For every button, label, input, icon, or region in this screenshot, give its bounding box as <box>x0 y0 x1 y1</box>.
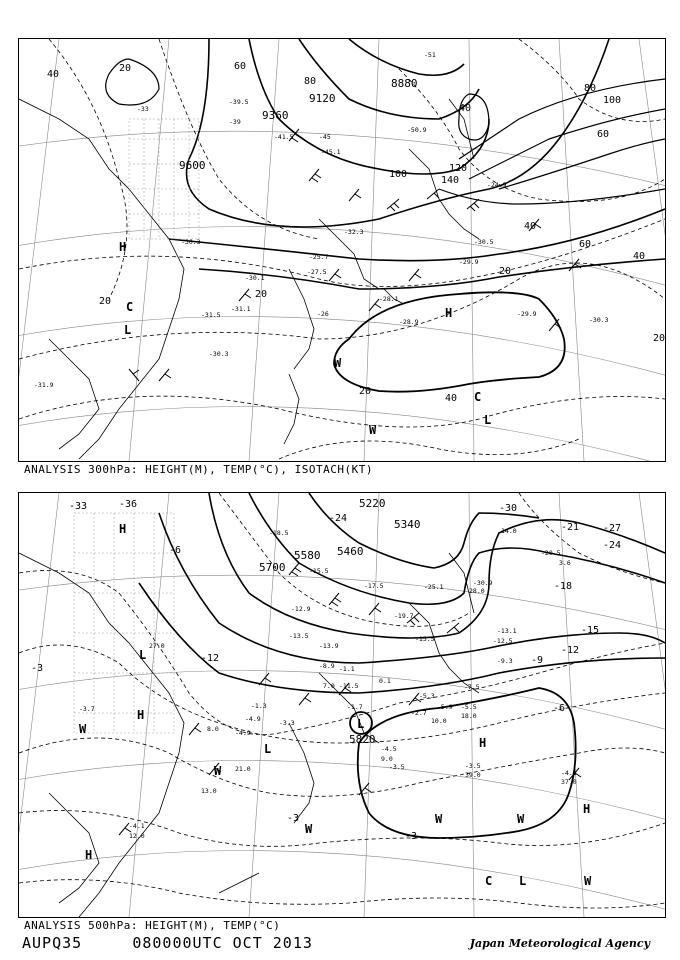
temp-obs: -30.3 <box>209 350 229 358</box>
high-center: H <box>85 848 93 862</box>
high-center: H <box>445 306 453 320</box>
warm-center: W <box>517 812 525 826</box>
wind-barbs <box>119 563 581 835</box>
isotherm-label: -9 <box>531 655 544 666</box>
temp-obs: -45.1 <box>321 148 341 156</box>
hatched-dry-region <box>129 119 199 239</box>
temp-obs: 7.0 <box>323 682 335 690</box>
height-label-9360: 9360 <box>262 109 289 122</box>
temp-obs: -41.5 <box>274 133 294 141</box>
temp-obs: -4.5 <box>381 745 397 753</box>
isotherm-label: -12 <box>561 645 580 656</box>
temp-obs: -3.5 <box>389 763 405 771</box>
temp-obs: -13.9 <box>319 642 339 650</box>
temp-obs: 28.0 <box>469 587 485 595</box>
temp-obs: -1.1 <box>339 665 355 673</box>
height-label-5460: 5460 <box>337 545 364 558</box>
temp-obs: -31.1 <box>231 305 251 313</box>
isotach-label: 20 <box>499 266 512 277</box>
temp-obs: 0.1 <box>379 677 391 685</box>
isotach-label: 100 <box>603 95 622 106</box>
low-center: L <box>519 874 527 888</box>
temp-obs: -12.5 <box>493 637 513 645</box>
high-center: H <box>479 736 487 750</box>
temp-obs: -13.1 <box>497 627 517 635</box>
isotach-label: 80 <box>584 83 597 94</box>
temp-obs: -5.3 <box>419 692 435 700</box>
temp-obs: -18.5 <box>269 529 289 537</box>
isotach-label: 20 <box>359 386 372 397</box>
isotach-label: 20 <box>119 63 132 74</box>
temp-obs: -3.7 <box>79 705 95 713</box>
temperature-observations <box>79 527 580 840</box>
map-panel-500hpa <box>18 492 666 918</box>
panel-300hpa-caption: ANALYSIS 300hPa: HEIGHT(M), TEMP(°C), ISOTACH(KT) <box>24 463 374 476</box>
temp-obs: -19.7 <box>394 612 414 620</box>
temp-obs: -26 <box>317 310 329 318</box>
temp-obs: -31.5 <box>201 311 221 319</box>
isotach-label: 60 <box>234 61 247 72</box>
high-center: H <box>119 240 127 254</box>
isotherm-label: -3 <box>31 663 44 674</box>
temp-obs: 18.0 <box>461 712 477 720</box>
temp-obs: -13.5 <box>289 632 309 640</box>
temp-obs: -5.5 <box>461 703 477 711</box>
height-label-5580: 5580 <box>294 549 321 562</box>
temp-obs: -5.9 <box>437 703 453 711</box>
temp-obs: -4.1 <box>561 769 577 777</box>
temp-obs: -32.3 <box>344 228 364 236</box>
temp-obs: -25.1 <box>424 583 444 591</box>
height-label-5220: 5220 <box>359 497 386 510</box>
chart-code: AUPQ35 <box>22 934 83 952</box>
pressure-centers <box>119 240 491 437</box>
isotach-label: 140 <box>441 175 460 186</box>
temp-obs: -24.9 <box>487 181 507 189</box>
cold-center: C <box>474 390 482 404</box>
valid-time: 080000UTC OCT 2013 <box>132 934 313 952</box>
temp-obs: -3.5 <box>465 762 481 770</box>
map-300hpa-svg <box>19 39 665 461</box>
isotach-label: 20 <box>653 333 665 344</box>
temp-obs: -7.5 <box>464 683 480 691</box>
warm-center: W <box>435 812 443 826</box>
temp-obs: -30.1 <box>245 274 265 282</box>
isotherm-label: -18 <box>554 581 573 592</box>
temp-obs: -27.5 <box>307 268 327 276</box>
temp-obs: -20.5 <box>541 549 561 557</box>
isotherm-label: -21 <box>561 522 580 533</box>
temp-obs: -9.3 <box>497 657 513 665</box>
temp-obs: -25.7 <box>309 253 329 261</box>
temp-obs: -4.1 <box>129 822 145 830</box>
warm-center: W <box>334 356 342 370</box>
low-center: L <box>357 717 365 731</box>
cold-center: C <box>485 874 493 888</box>
warm-center: W <box>369 423 377 437</box>
high-center: H <box>137 708 145 722</box>
isotherm-label: -24 <box>329 513 348 524</box>
temp-obs: -28.1 <box>379 295 399 303</box>
height-label-9600: 9600 <box>179 159 206 172</box>
temp-obs: -4.9 <box>245 715 261 723</box>
temp-obs: 39.0 <box>465 771 481 779</box>
temp-obs: -30.5 <box>474 238 494 246</box>
isotach-label: 100 <box>389 169 408 180</box>
cold-center: C <box>126 300 134 314</box>
temp-obs: -45 <box>319 133 331 141</box>
temp-obs: -28.9 <box>399 318 419 326</box>
height-label-9120: 9120 <box>309 92 336 105</box>
low-center: L <box>484 413 492 427</box>
height-label-5820: 5820 <box>349 733 376 746</box>
temp-obs: -15.5 <box>309 567 329 575</box>
temp-obs: -8.9 <box>319 662 335 670</box>
temp-obs: -50.9 <box>407 126 427 134</box>
warm-center: W <box>79 722 87 736</box>
temp-obs: 27.0 <box>149 642 165 650</box>
high-center: H <box>119 522 127 536</box>
temp-obs: -17.5 <box>364 582 384 590</box>
isotach-label: 40 <box>445 393 458 404</box>
isotherm-label: -12 <box>201 653 220 664</box>
isotach-label: 40 <box>524 221 537 232</box>
temp-obs: -39.5 <box>229 98 249 106</box>
isotherm-label: -6 <box>553 703 566 714</box>
isotherm-label: -3 <box>287 813 300 824</box>
isotach-label: 40 <box>459 103 472 114</box>
temp-obs: 10.0 <box>431 717 447 725</box>
isotherm-label: -15 <box>581 625 600 636</box>
temp-obs: -29.9 <box>459 258 479 266</box>
temp-obs: 9.0 <box>381 755 393 763</box>
temp-obs: -1.7 <box>347 703 363 711</box>
temp-obs: -30.3 <box>181 238 201 246</box>
low-center: L <box>124 323 132 337</box>
temp-obs: -31.9 <box>34 381 54 389</box>
isotherm-label: -3 <box>405 831 418 842</box>
isotach-label: 20 <box>99 296 112 307</box>
temp-obs: -4.9 <box>235 729 251 737</box>
temp-obs: -30.3 <box>589 316 609 324</box>
isotach-label: 20 <box>255 289 268 300</box>
issuing-agency: Japan Meteorological Agency <box>469 937 650 950</box>
isotach-label: 120 <box>449 163 468 174</box>
isotach-label: 40 <box>47 69 60 80</box>
isotach-label: 80 <box>304 76 317 87</box>
temp-obs: -11.5 <box>339 682 359 690</box>
temp-obs: 12.0 <box>129 832 145 840</box>
low-center: L <box>139 648 147 662</box>
low-center: L <box>264 742 272 756</box>
temp-obs: 3.6 <box>559 559 571 567</box>
temp-obs: -1.3 <box>251 702 267 710</box>
temp-obs: -3.3 <box>279 719 295 727</box>
warm-center: W <box>584 874 592 888</box>
temp-obs: -33 <box>137 105 149 113</box>
isotach-label: 60 <box>597 129 610 140</box>
height-contour-labels <box>179 77 418 172</box>
temp-obs: -39 <box>229 118 241 126</box>
map-500hpa-svg <box>19 493 665 917</box>
temp-obs: 14.0 <box>501 527 517 535</box>
chart-identifier <box>22 934 313 952</box>
temp-obs: -15.5 <box>415 635 435 643</box>
temp-obs: 13.0 <box>201 787 217 795</box>
temp-obs: -30.9 <box>473 579 493 587</box>
temp-obs: 21.0 <box>235 765 251 773</box>
hatched-dry-region <box>74 513 174 733</box>
temp-obs: -12.9 <box>291 605 311 613</box>
temp-obs: 8.0 <box>207 725 219 733</box>
isotherm-label: -27 <box>603 523 622 534</box>
height-label-5700: 5700 <box>259 561 286 574</box>
warm-center: W <box>214 764 222 778</box>
temp-obs: -2.7 <box>411 709 427 717</box>
isotherm-label: -6 <box>169 545 182 556</box>
height-label-5340: 5340 <box>394 518 421 531</box>
temp-obs: -29.9 <box>517 310 537 318</box>
isotherm-label: -30 <box>499 503 518 514</box>
panel-500hpa-caption: ANALYSIS 500hPa: HEIGHT(M), TEMP(°C) <box>24 919 281 932</box>
warm-center: W <box>305 822 313 836</box>
isotach-label: 40 <box>633 251 646 262</box>
isotherm-label: -33 <box>69 501 88 512</box>
isotach-label: 60 <box>579 239 592 250</box>
temp-obs: 37.0 <box>561 778 577 786</box>
isotherm-label: -36 <box>119 499 138 510</box>
height-label-8880: 8880 <box>391 77 418 90</box>
temp-obs: -51 <box>424 51 436 59</box>
isotherm-label: -24 <box>603 540 622 551</box>
high-center: H <box>583 802 591 816</box>
map-panel-300hpa <box>18 38 666 462</box>
